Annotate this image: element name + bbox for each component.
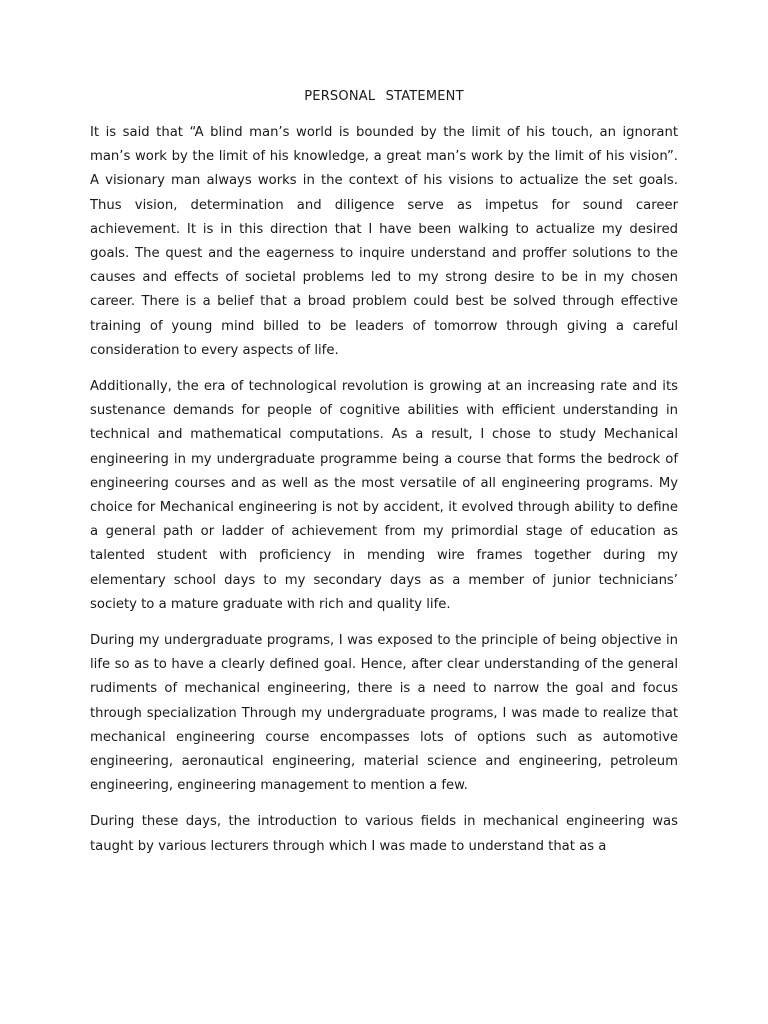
paragraph-2: Additionally, the era of technological revolution is growing at an increasing rate and its sustenance demands for people of cognitive abilities with efficient understanding in technical and mathematical computations. As a result, I chose to study Mechanical engineering in my undergraduate programme being a course that forms the bedrock of engineering courses and as well as the most versatile of all engineering programs. My choice for Mechanical engineering is not by accident, it evolved through ability to define a general path or ladder of achievement from my primordial stage of education as talented student with proficiency in mending wire frames together during my elementary school days to my secondary days as a member of junior technicians’ society to a mature graduate with rich and quality life. (90, 379, 678, 612)
document-title: PERSONAL STATEMENT (304, 89, 464, 104)
document-page (90, 88, 678, 871)
paragraph-4: During these days, the introduction to various fields in mechanical engineering was taught by various lecturers through which I was made to understand that as a (90, 814, 678, 854)
paragraph-3: During my undergraduate programs, I was exposed to the principle of being objective in life so as to have a clearly defined goal. Hence, after clear understanding of the general rudiments of mechanical engineering, there is a need to narrow the goal and focus through specialization Through my undergraduate programs, I was made to realize that mechanical engineering course encompasses lots of options such as automotive engineering, aeronautical engineering, material science and engineering, petroleum engineering, engineering management to mention a few. (90, 633, 678, 794)
paragraph-1: It is said that “A blind man’s world is bounded by the limit of his touch, an ignorant man’s work by the limit of his knowledge, a great man’s work by the limit of his vision”. A visionary man always works in the context of his visions to actualize the set goals. Thus vision, determination and diligence serve as impetus for sound career achievement. It is in this direction that I have been walking to actualize my desired goals. The quest and the eagerness to inquire understand and proffer solutions to the causes and effects of societal problems led to my strong desire to be in my chosen career. There is a belief that a broad problem could best be solved through effective training of young mind billed to be leaders of tomorrow through giving a careful consideration to every aspects of life. (90, 125, 678, 358)
